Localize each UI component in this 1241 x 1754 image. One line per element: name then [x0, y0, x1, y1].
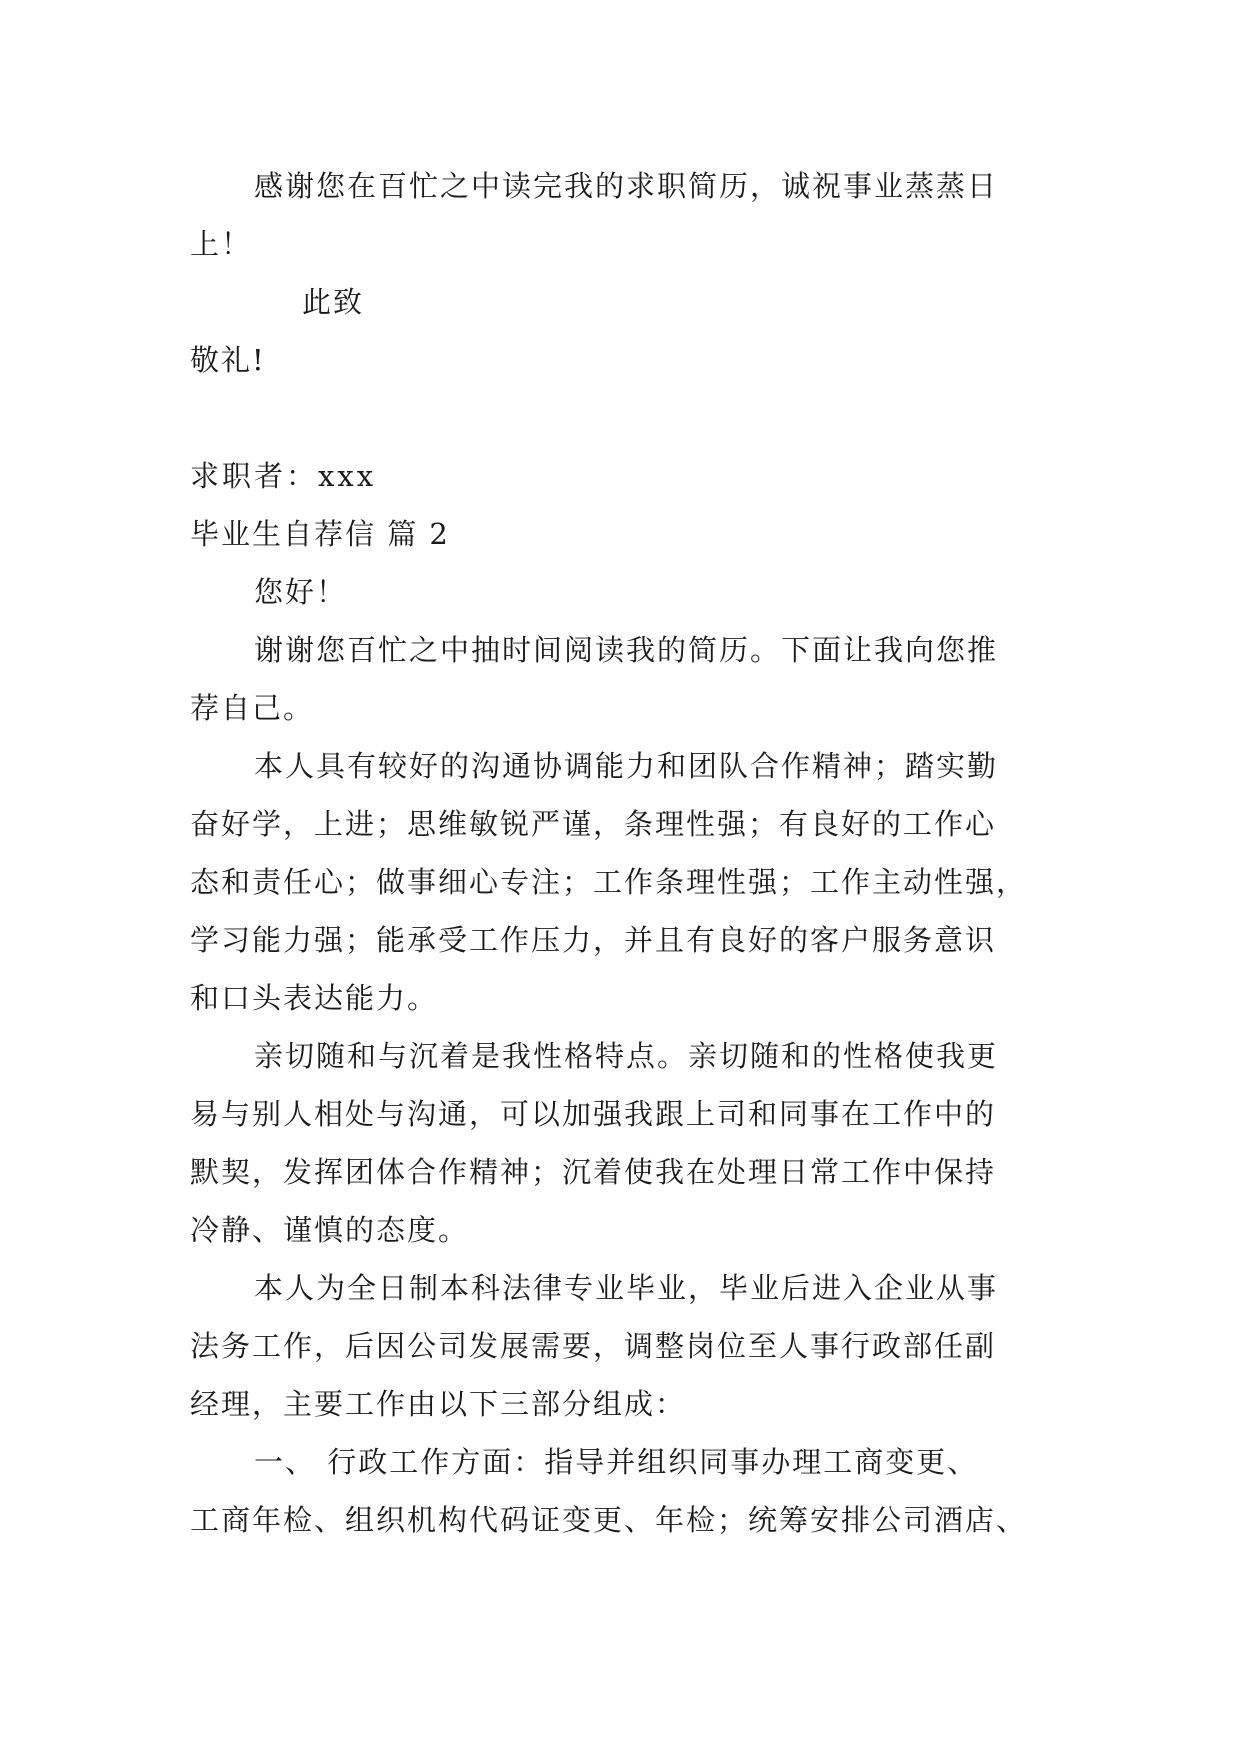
paragraph-line: 谢谢您百忙之中抽时间阅读我的简历。下面让我向您推 — [254, 633, 999, 667]
paragraph-line: 荐自己。 — [190, 691, 315, 725]
greeting: 您好！ — [254, 575, 348, 609]
list-item-line: 一、 行政工作方面：指导并组织同事办理工商变更、 — [254, 1445, 979, 1479]
paragraph-line: 冷静、谨慎的态度。 — [190, 1213, 470, 1247]
paragraph-line: 奋好学，上进；思维敏锐严谨，条理性强；有良好的工作心 — [190, 807, 997, 841]
paragraph-line: 本人具有较好的沟通协调能力和团队合作精神；踏实勤 — [254, 749, 999, 783]
salutation-closing: 敬礼! — [190, 343, 266, 377]
paragraph-line: 经理，主要工作由以下三部分组成： — [190, 1387, 687, 1421]
paragraph-line: 上！ — [190, 227, 253, 261]
paragraph-line: 态和责任心；做事细心专注；工作条理性强；工作主动性强， — [190, 865, 1028, 899]
paragraph-line: 工商年检、组织机构代码证变更、年检；统筹安排公司酒店、 — [190, 1503, 1028, 1537]
closing-phrase: 此致 — [302, 285, 365, 319]
paragraph-line: 默契，发挥团体合作精神；沉着使我在处理日常工作中保持 — [190, 1155, 997, 1189]
paragraph-line: 法务工作，后因公司发展需要，调整岗位至人事行政部任副 — [190, 1329, 997, 1363]
signature-line: 求职者：xxx — [190, 459, 377, 493]
paragraph-line: 感谢您在百忙之中读完我的求职简历，诚祝事业蒸蒸日 — [254, 169, 999, 203]
paragraph-line: 学习能力强；能承受工作压力，并且有良好的客户服务意识 — [190, 923, 997, 957]
paragraph-line: 亲切随和与沉着是我性格特点。亲切随和的性格使我更 — [254, 1039, 999, 1073]
paragraph-line: 本人为全日制本科法律专业毕业，毕业后进入企业从事 — [254, 1271, 999, 1305]
paragraph-line: 易与别人相处与沟通，可以加强我跟上司和同事在工作中的 — [190, 1097, 997, 1131]
paragraph-line: 和口头表达能力。 — [190, 981, 439, 1015]
section-heading: 毕业生自荐信 篇 2 — [190, 517, 450, 551]
